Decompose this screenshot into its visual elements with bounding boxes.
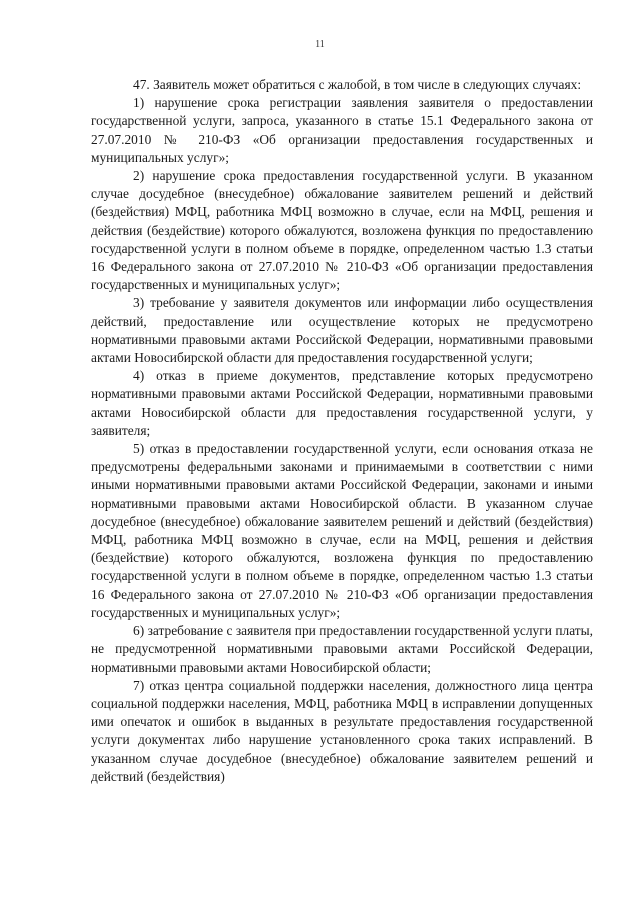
- paragraph-47-intro: 47. Заявитель может обратиться с жалобой, в том числе в следующих случаях:: [133, 77, 582, 92]
- list-item-4: 4) отказ в приеме документов, представление которых предусмотрено нормативными правовыми актами Российской Федерации, нормативными правовыми актами Новосибирской области для предоставления государственной услуги, у заявителя;: [91, 368, 593, 438]
- list-item-7: 7) отказ центра социальной поддержки населения, должностного лица центра социальной поддержки населения, МФЦ, работника МФЦ в исправлении допущенных ими опечаток и ошибок в выданных в результате предоставления государственной услуги документах либо нарушение установленного срока таких исправлений. В указанном случае досудебное (внесудебное) обжалование заявителем решений и действий (бездействия): [91, 677, 593, 784]
- document-body: [91, 76, 593, 786]
- list-item-3: 3) требование у заявителя документов или информации либо осуществления действий, предоставление или осуществление которых не предусмотрено нормативными правовыми актами Российской Федерации, нормативными правовыми актами Новосибирской области для предоставления государственной услуги;: [91, 295, 593, 366]
- list-item-1: 1) нарушение срока регистрации заявления заявителя о предоставлении государственной услуги, запроса, указанного в статье 15.1 Федерального закона от 27.07.2010 № 210-ФЗ «Об организации предоставления государственных и муниципальных услуг»;: [91, 95, 593, 165]
- page-number: 11: [315, 39, 325, 50]
- list-item-5: 5) отказ в предоставлении государственной услуги, если основания отказа не предусмотрены федеральными законами и принимаемыми в соответствии с ними иными нормативными правовыми актами Российской Федерации, законами и иными нормативными правовыми актами Новосибирской области. В указанном случае досудебное (внесудебное) обжалование заявителем решений и действий (бездействия) МФЦ, работника МФЦ возможно в случае, если на МФЦ, решения и действия (бездействие) которого обжалуются, возложена функция по предоставлению государственной услуги в полном объеме в порядке, определенном частью 1.3 статьи 16 Федерального закона от 27.07.2010 № 210-ФЗ «Об организации предоставления государственных и муниципальных услуг»;: [91, 441, 593, 620]
- list-item-2: 2) нарушение срока предоставления государственной услуги. В указанном случае досудебное (внесудебное) обжалование заявителем решений и действий (бездействия) МФЦ, работника МФЦ возможно в случае, если на МФЦ, решения и действия (бездействие) которого обжалуются, возложена функция по предоставлению государственной услуги в полном объеме в порядке, определенном частью 1.3 статьи 16 Федерального закона от 27.07.2010 № 210-ФЗ «Об организации предоставления государственных и муниципальных услуг»;: [91, 168, 593, 293]
- list-item-6: 6) затребование с заявителя при предоставлении государственной услуги платы, не предусмотренной нормативными правовыми актами Российской Федерации, нормативными правовыми актами Новосибирской области;: [91, 623, 593, 675]
